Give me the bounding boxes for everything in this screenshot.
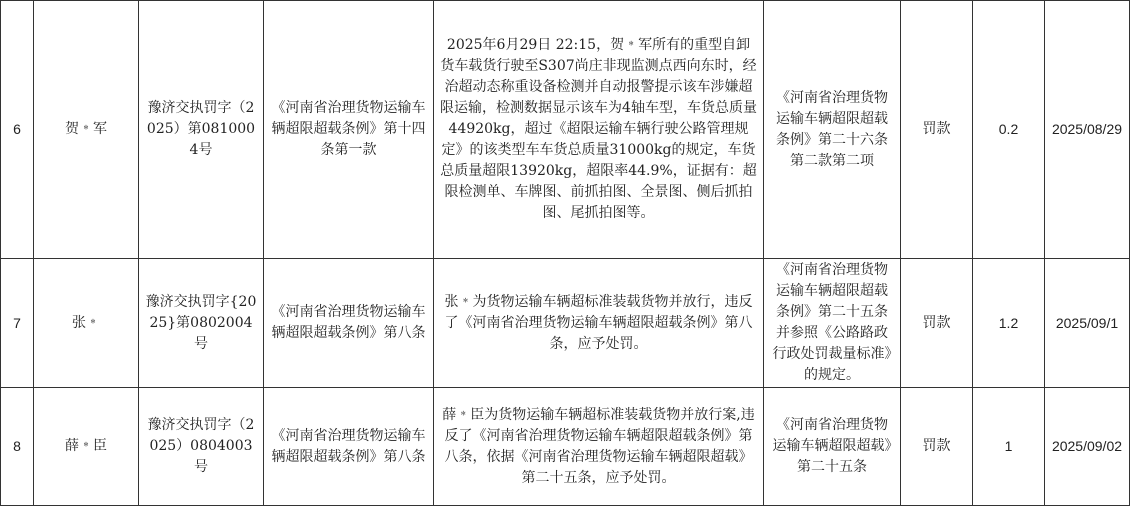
penalty-basis: 《河南省治理货物运输车辆超限超载条例》第二十五条并参照《公路路政行政处罚裁量标准》的规定。 [764,259,901,388]
row-index: 7 [1,259,34,388]
violation-facts: 张﹡为货物运输车辆超标准装载货物并放行，违反了《河南省治理货物运输车辆超限超载条例》第八条，应予处罚。 [434,259,764,388]
decision-number: 豫济交执罚字（2025）第0810004号 [139,1,264,259]
penalty-basis: 《河南省治理货物运输车辆超限超载条例》第二十六条第二款第二项 [764,1,901,259]
violated-law: 《河南省治理货物运输车辆超限超载条例》第十四条第一款 [264,1,434,259]
table-row [1,1,1130,259]
penalty-amount: 0.2 [973,1,1045,259]
violated-law: 《河南省治理货物运输车辆超限超载条例》第八条 [264,259,434,388]
violation-facts: 2025年6月29日 22:15，贺﹡军所有的重型自卸货车载货行驶至S307尚庄非现监测点西向东时，经治超动态称重设备检测并自动报警提示该车涉嫌超限运输，检测数据显示该车为4轴车型，车货总质量44920kg，超过《超限运输车辆行驶公路管理规定》的该类型车车货总质量31000kg的规定，车货总质量超限13920kg，超限率44.9%，证据有：超限检测单、车牌图、前抓拍图、全景图、侧后抓拍图、尾抓拍图等。 [434,1,764,259]
table-row [1,388,1130,506]
table-row [1,259,1130,388]
party-name: 张﹡ [34,259,139,388]
penalty-basis: 《河南省治理货物运输车辆超限超载》第二十五条 [764,388,901,506]
decision-number: 豫济交执罚字（2025）0804003号 [139,388,264,506]
decision-date: 2025/09/02 [1045,388,1130,506]
penalty-type: 罚款 [901,1,973,259]
party-name: 薛﹡臣 [34,388,139,506]
row-index: 6 [1,1,34,259]
penalty-type: 罚款 [901,388,973,506]
violated-law: 《河南省治理货物运输车辆超限超载条例》第八条 [264,388,434,506]
party-name: 贺﹡军 [34,1,139,259]
row-index: 8 [1,388,34,506]
penalty-type: 罚款 [901,259,973,388]
decision-number: 豫济交执罚字{2025}第0802004号 [139,259,264,388]
decision-date: 2025/08/29 [1045,1,1130,259]
violation-facts: 薛﹡臣为货物运输车辆超标准装载货物并放行案,违反了《河南省治理货物运输车辆超限超载条例》第八条，依据《河南省治理货物运输车辆超限超载》第二十五条，应予处罚。 [434,388,764,506]
penalty-amount: 1 [973,388,1045,506]
penalty-amount: 1.2 [973,259,1045,388]
decision-date: 2025/09/1 [1045,259,1130,388]
